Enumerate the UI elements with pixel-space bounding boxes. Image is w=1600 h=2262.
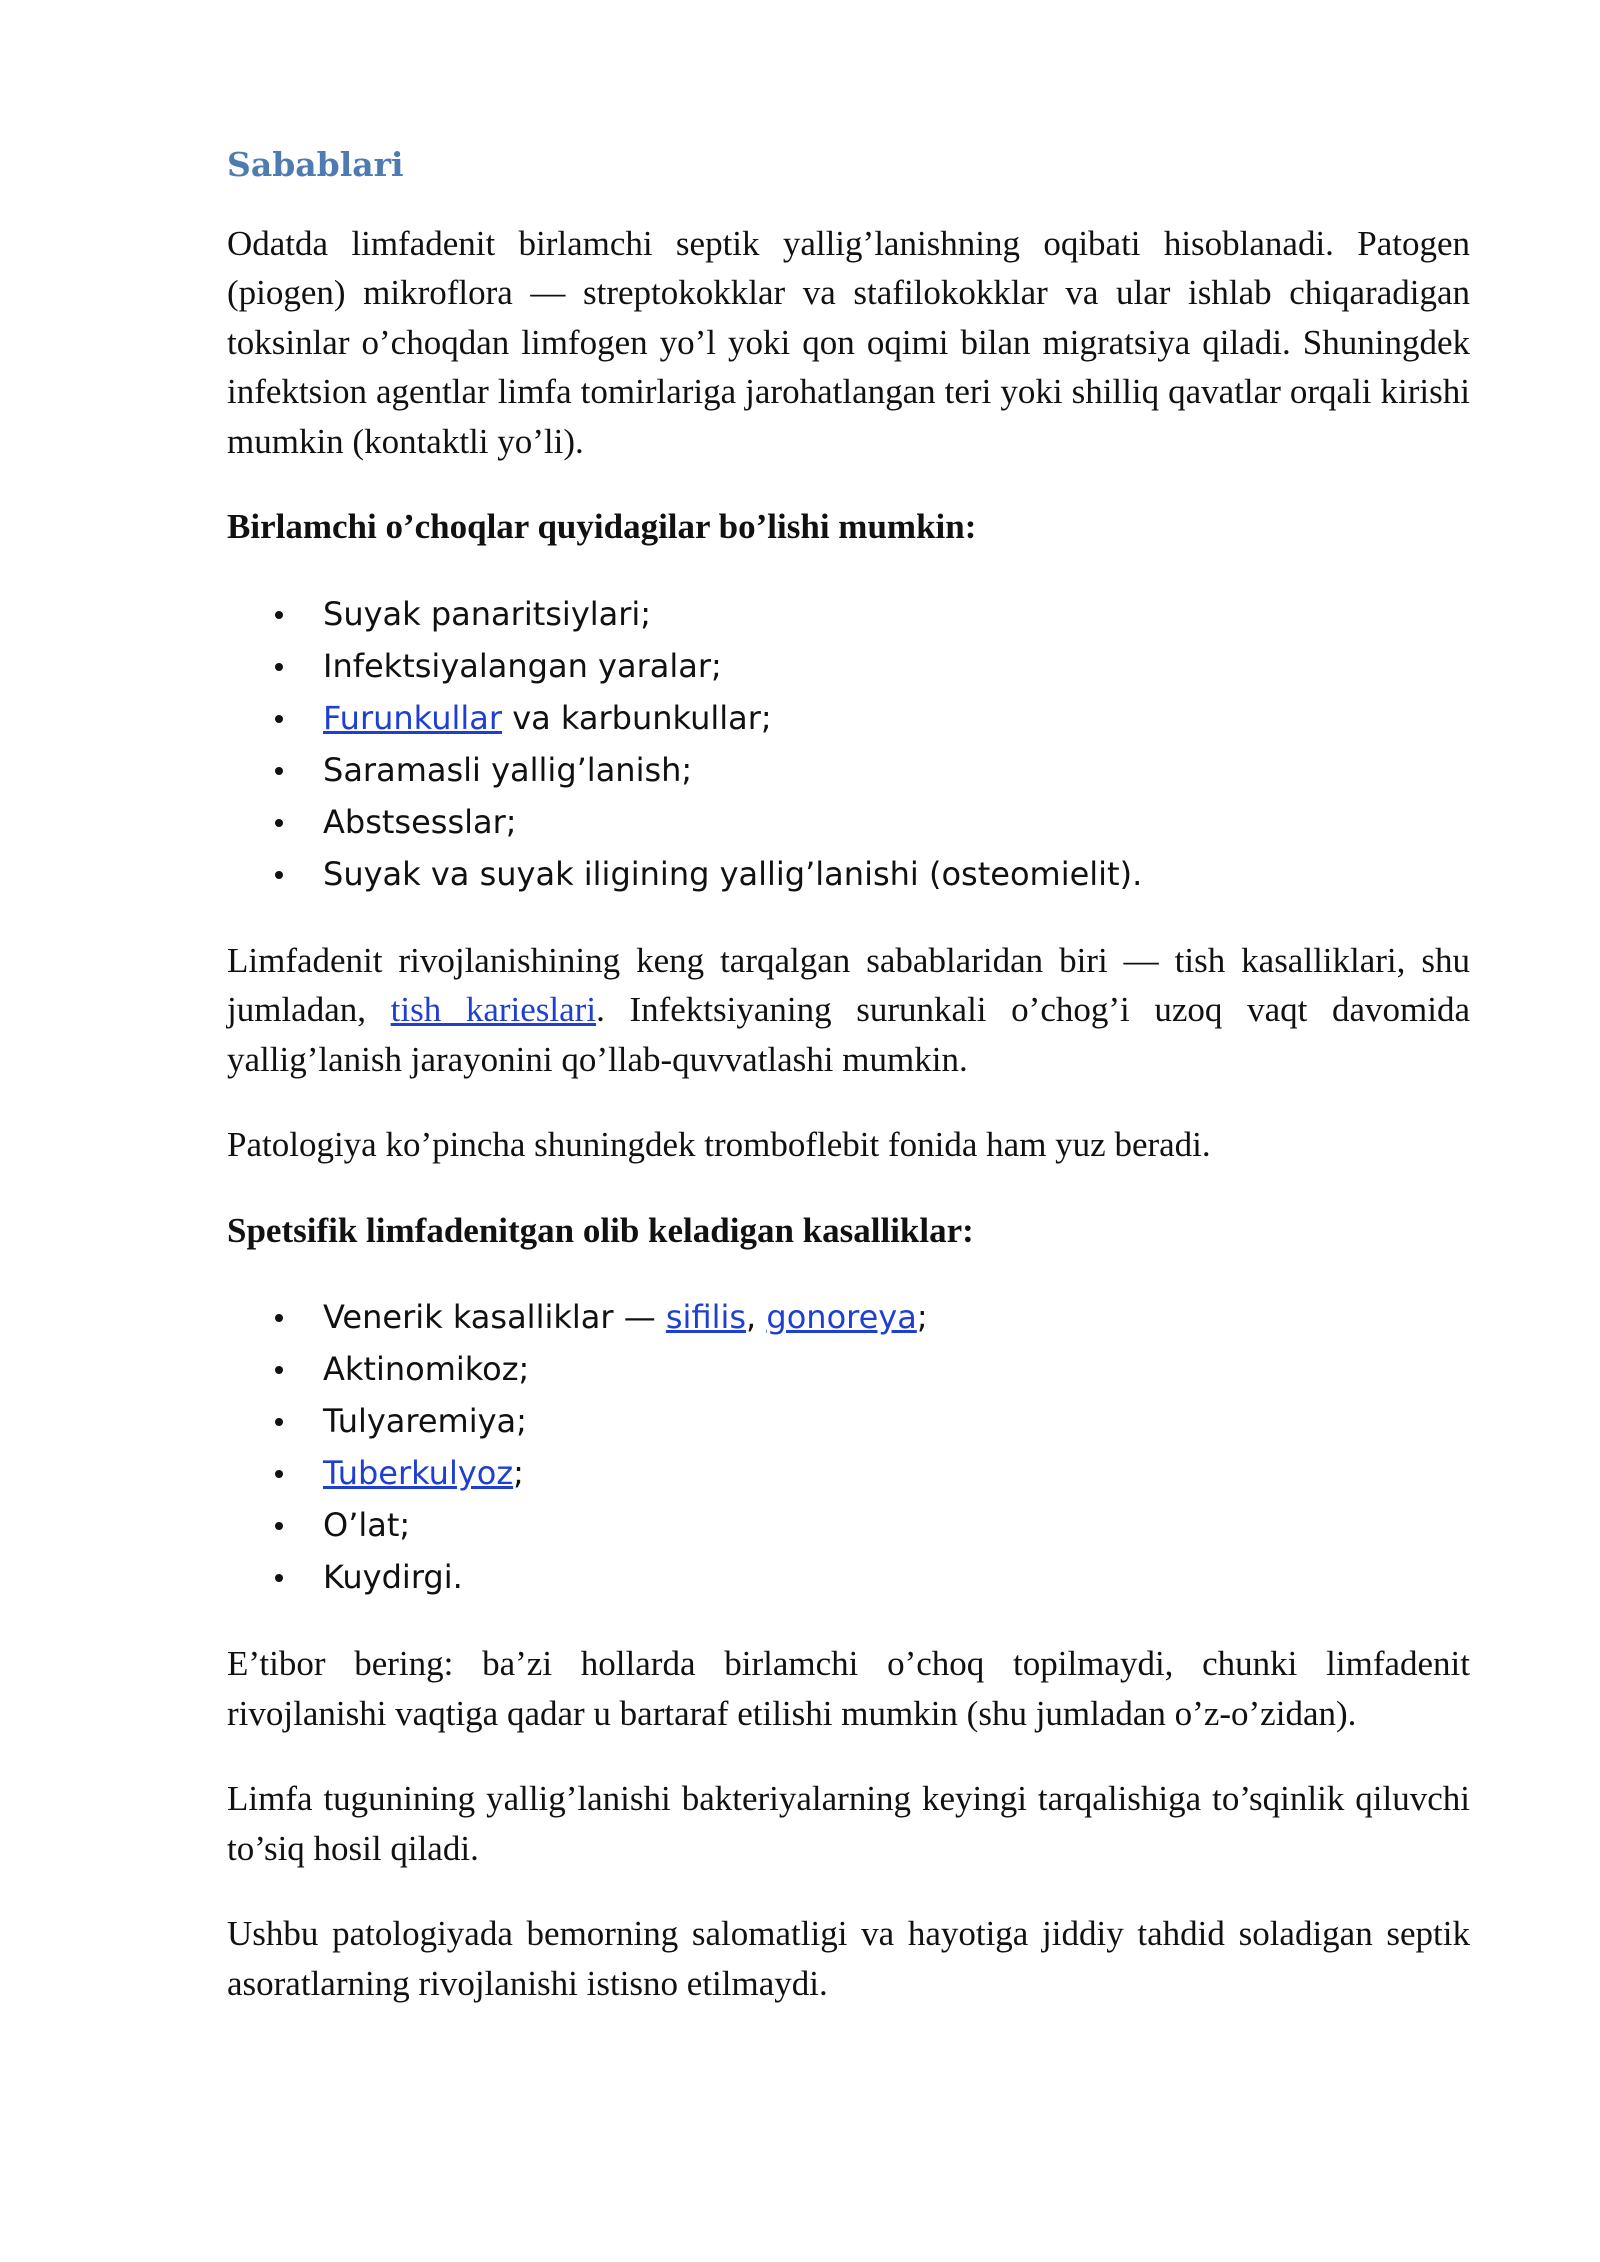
paragraph-note: E’tibor bering: ba’zi hollarda birlamchi o’choq topilmaydi, chunki limfadenit rivojlanishi vaqtiga qadar u bartaraf etilishi mumkin (shu jumladan o’z-o’zidan). (227, 1644, 1470, 1733)
bullet-icon (275, 1470, 283, 1478)
list-item: Abstsesslar; (227, 796, 1470, 848)
paragraph-causes-intro: Odatda limfadenit birlamchi septik yallig’lanishning oqibati hisoblanadi. Patogen (piogen) mikroflora — streptokokklar va stafilokokklar va ular ishlab chiqaradigan toksinlar o’choqdan limfogen yo’l yoki qon oqimi bilan migratsiya qiladi. Shuningdek infektsion agentlar limfa tomirlariga jarohatlangan teri yoki shilliq qavatlar orqali kirishi mumkin (kontaktli yo’li). (227, 223, 1470, 461)
specific-diseases-list (227, 1291, 1470, 1603)
bullet-icon (275, 1574, 283, 1582)
subheading-primary-foci: Birlamchi o’choqlar quyidagilar bo’lishi mumkin: (227, 507, 977, 547)
bullet-icon (275, 663, 283, 671)
tish-karieslari-link[interactable]: tish karieslari (390, 990, 597, 1030)
bullet-icon (275, 819, 283, 827)
bullet-icon (275, 871, 283, 879)
gonoreya-link[interactable]: gonoreya (766, 1298, 917, 1337)
list-item: Saramasli yallig’lanish; (227, 744, 1470, 796)
section-heading: Sabablari (227, 145, 404, 184)
bullet-icon (275, 1418, 283, 1426)
list-item: Infektsiyalangan yaralar; (227, 640, 1470, 692)
paragraph-septic-complications: Ushbu patologiyada bemorning salomatligi va hayotiga jiddiy tahdid soladigan septik asoratlarning rivojlanishi istisno etilmaydi. (227, 1914, 1470, 2003)
bullet-icon (275, 1366, 283, 1374)
subheading-specific-diseases: Spetsifik limfadenitgan olib keladigan kasalliklar: (227, 1210, 974, 1250)
bullet-icon (275, 1522, 283, 1530)
bullet-icon (275, 715, 283, 723)
list-item: Tulyaremiya; (227, 1395, 1470, 1447)
bullet-icon (275, 611, 283, 619)
tuberkulyoz-link[interactable]: Tuberkulyoz (323, 1454, 514, 1493)
furunkullar-link[interactable]: Furunkullar (323, 698, 503, 737)
list-item: Suyak va suyak iligining yallig’lanishi (osteomielit). (227, 848, 1470, 900)
list-item: Suyak panaritsiylari; (227, 588, 1470, 640)
paragraph-barrier: Limfa tugunining yallig’lanishi bakteriyalarning keyingi tarqalishiga to’sqinlik qiluvchi to’siq hosil qiladi. (227, 1779, 1470, 1868)
list-item: Venerik kasalliklar — sifilis, gonoreya; (227, 1291, 1470, 1343)
list-item: O’lat; (227, 1499, 1470, 1551)
document-page (227, 145, 1470, 2044)
list-item: Aktinomikoz; (227, 1343, 1470, 1395)
list-item: Kuydirgi. (227, 1551, 1470, 1603)
bullet-icon (275, 767, 283, 775)
paragraph-dental-causes: Limfadenit rivojlanishining keng tarqalgan sabablaridan biri — tish kasalliklari, shu jumladan, tish karieslari. Infektsiyaning surunkali o’chog’i uzoq vaqt davomida yallig’lanish jarayonini qo’llab-quvvatlashi mumkin. (227, 940, 1470, 1079)
list-item: Furunkullar va karbunkullar; (227, 692, 1470, 744)
paragraph-thrombophlebitis: Patologiya ko’pincha shuningdek tromboflebit fonida ham yuz beradi. (227, 1125, 1211, 1165)
bullet-icon (275, 1314, 283, 1322)
sifilis-link[interactable]: sifilis (665, 1298, 747, 1337)
primary-foci-list (227, 588, 1470, 900)
list-item: Tuberkulyoz; (227, 1447, 1470, 1499)
